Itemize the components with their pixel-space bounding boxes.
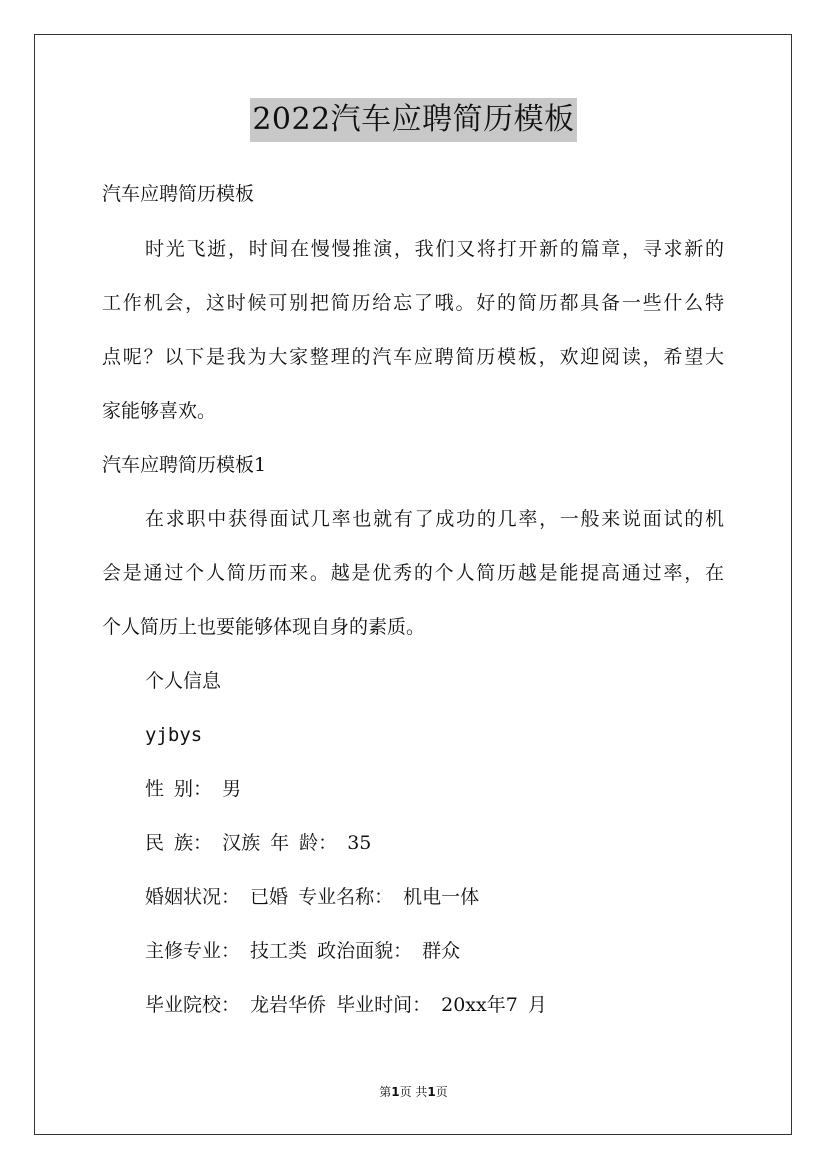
body-line-2: 会是通过个人简历而来。越是优秀的个人简历越是能提高通过率，在 bbox=[102, 562, 724, 584]
personal-info-major-politics: 主修专业： 技工类 政治面貌： 群众 bbox=[145, 940, 461, 962]
footer-suffix: 页 bbox=[435, 1085, 448, 1099]
body-line-1: 在求职中获得面试几率也就有了成功的几率，一般来说面试的机 bbox=[145, 508, 724, 530]
intro-line-3: 点呢？以下是我为大家整理的汽车应聘简历模板，欢迎阅读，希望大 bbox=[102, 346, 724, 368]
personal-info-marital-major: 婚姻状况： 已婚 专业名称： 机电一体 bbox=[145, 886, 480, 908]
document-title: 2022汽车应聘简历模板 bbox=[250, 98, 576, 142]
body-line-3: 个人简历上也要能够体现自身的素质。 bbox=[102, 616, 426, 638]
page-footer bbox=[0, 1083, 827, 1100]
template-heading: 汽车应聘简历模板1 bbox=[102, 454, 267, 476]
intro-line-2: 工作机会，这时候可别把简历给忘了哦。好的简历都具备一些什么特 bbox=[102, 292, 724, 314]
footer-page-number: 1 bbox=[391, 1085, 400, 1099]
personal-info-school-graduation: 毕业院校： 龙岩华侨 毕业时间： 20xx年7 月 bbox=[145, 994, 547, 1016]
intro-line-4: 家能够喜欢。 bbox=[102, 400, 217, 422]
personal-info-name: yjbys bbox=[145, 724, 203, 746]
intro-line-1: 时光飞逝，时间在慢慢推演，我们又将打开新的篇章，寻求新的 bbox=[145, 238, 724, 260]
personal-info-ethnicity-age: 民 族： 汉族 年 龄： 35 bbox=[145, 832, 372, 854]
personal-info-heading: 个人信息 bbox=[145, 670, 222, 692]
title-container bbox=[0, 98, 827, 142]
footer-mid: 页 共 bbox=[399, 1085, 428, 1099]
section-heading: 汽车应聘简历模板 bbox=[102, 183, 255, 205]
footer-prefix: 第 bbox=[379, 1085, 392, 1099]
footer-total-pages: 1 bbox=[427, 1085, 436, 1099]
personal-info-gender: 性 别： 男 bbox=[145, 778, 242, 800]
